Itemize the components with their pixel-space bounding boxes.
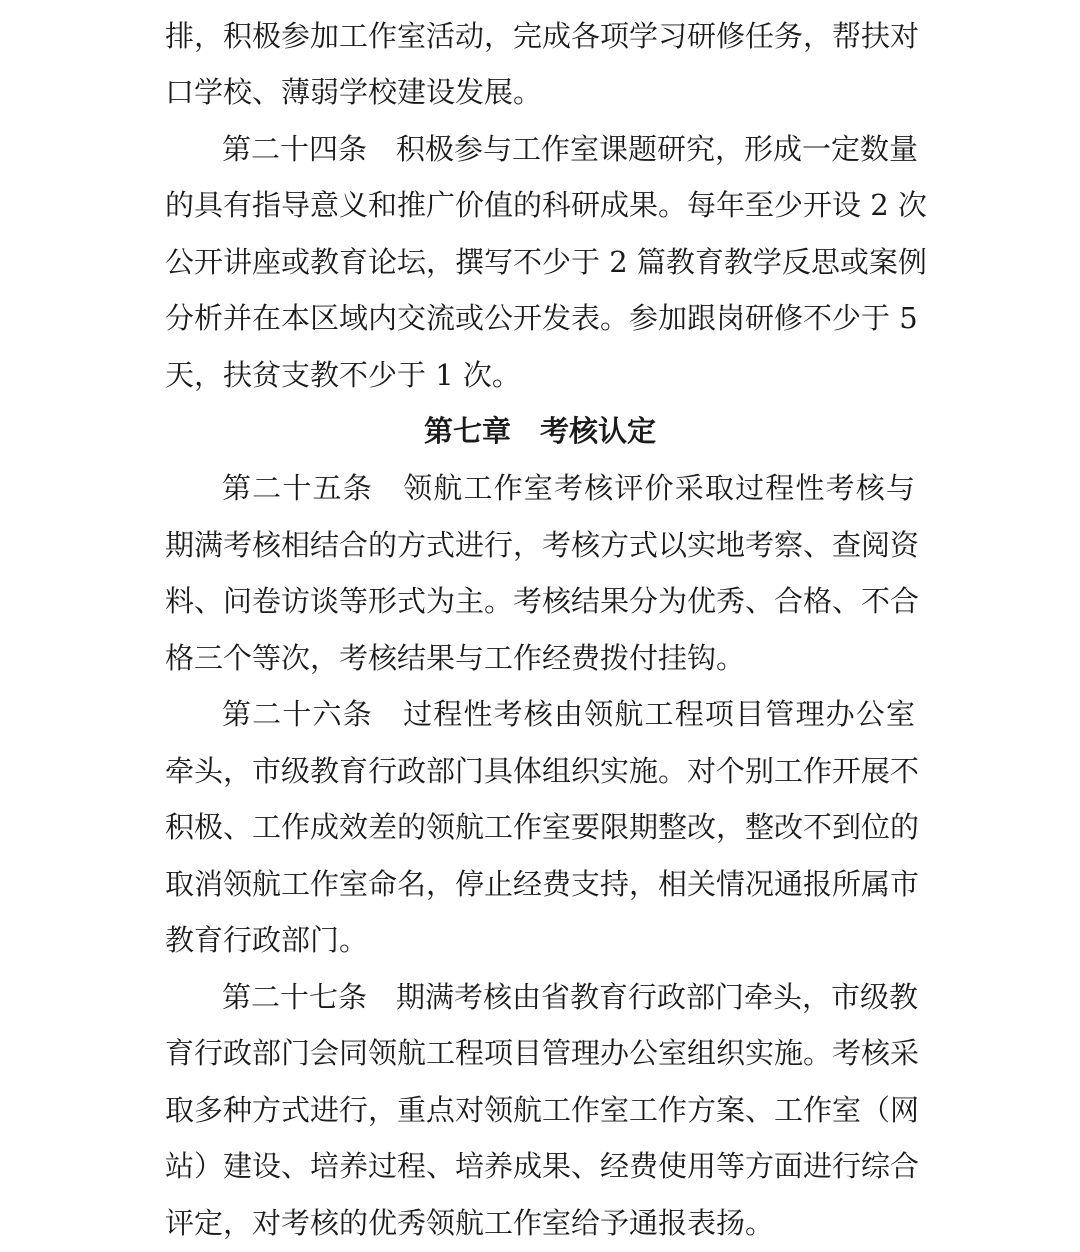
article-27-line: 第二十七条 期满考核由省教育行政部门牵头，市级教 — [222, 980, 919, 1014]
text-line: 的具有指导意义和推广价值的科研成果。每年至少开设 2 次 — [165, 188, 927, 222]
text-line: 天，扶贫支教不少于 1 次。 — [165, 358, 521, 392]
text-line: 牵头，市级教育行政部门具体组织实施。对个别工作开展不 — [165, 754, 920, 788]
text-line: 格三个等次，考核结果与工作经费拨付挂钩。 — [165, 641, 746, 675]
text-line: 积极、工作成效差的领航工作室要限期整改，整改不到位的 — [165, 810, 920, 844]
text-line: 评定，对考核的优秀领航工作室给予通报表扬。 — [165, 1206, 775, 1240]
text-line: 取消领航工作室命名，停止经费支持，相关情况通报所属市 — [165, 867, 920, 901]
text-line: 取多种方式进行，重点对领航工作室工作方案、工作室（网 — [165, 1093, 920, 1127]
chapter-heading: 第七章 考核认定 — [423, 414, 656, 448]
article-25-line: 第二十五条 领航工作室考核评价采取过程性考核与 — [222, 471, 915, 505]
text-line: 期满考核相结合的方式进行，考核方式以实地考察、查阅资 — [165, 528, 920, 562]
text-line: 教育行政部门。 — [165, 923, 369, 957]
article-24-line: 第二十四条 积极参与工作室课题研究，形成一定数量 — [222, 132, 919, 166]
text-line: 站）建设、培养过程、培养成果、经费使用等方面进行综合 — [165, 1149, 920, 1183]
text-line: 分析并在本区域内交流或公开发表。参加跟岗研修不少于 5 — [165, 301, 918, 335]
text-line: 口学校、薄弱学校建设发展。 — [165, 75, 543, 109]
text-line: 育行政部门会同领航工程项目管理办公室组织实施。考核采 — [165, 1036, 920, 1070]
text-line: 公开讲座或教育论坛，撰写不少于 2 篇教育教学反思或案例 — [165, 245, 927, 279]
text-line: 料、问卷访谈等形式为主。考核结果分为优秀、合格、不合 — [165, 584, 920, 618]
article-26-line: 第二十六条 过程性考核由领航工程项目管理办公室 — [222, 697, 915, 731]
text-line: 排，积极参加工作室活动，完成各项学习研修任务，帮扶对 — [165, 19, 920, 53]
